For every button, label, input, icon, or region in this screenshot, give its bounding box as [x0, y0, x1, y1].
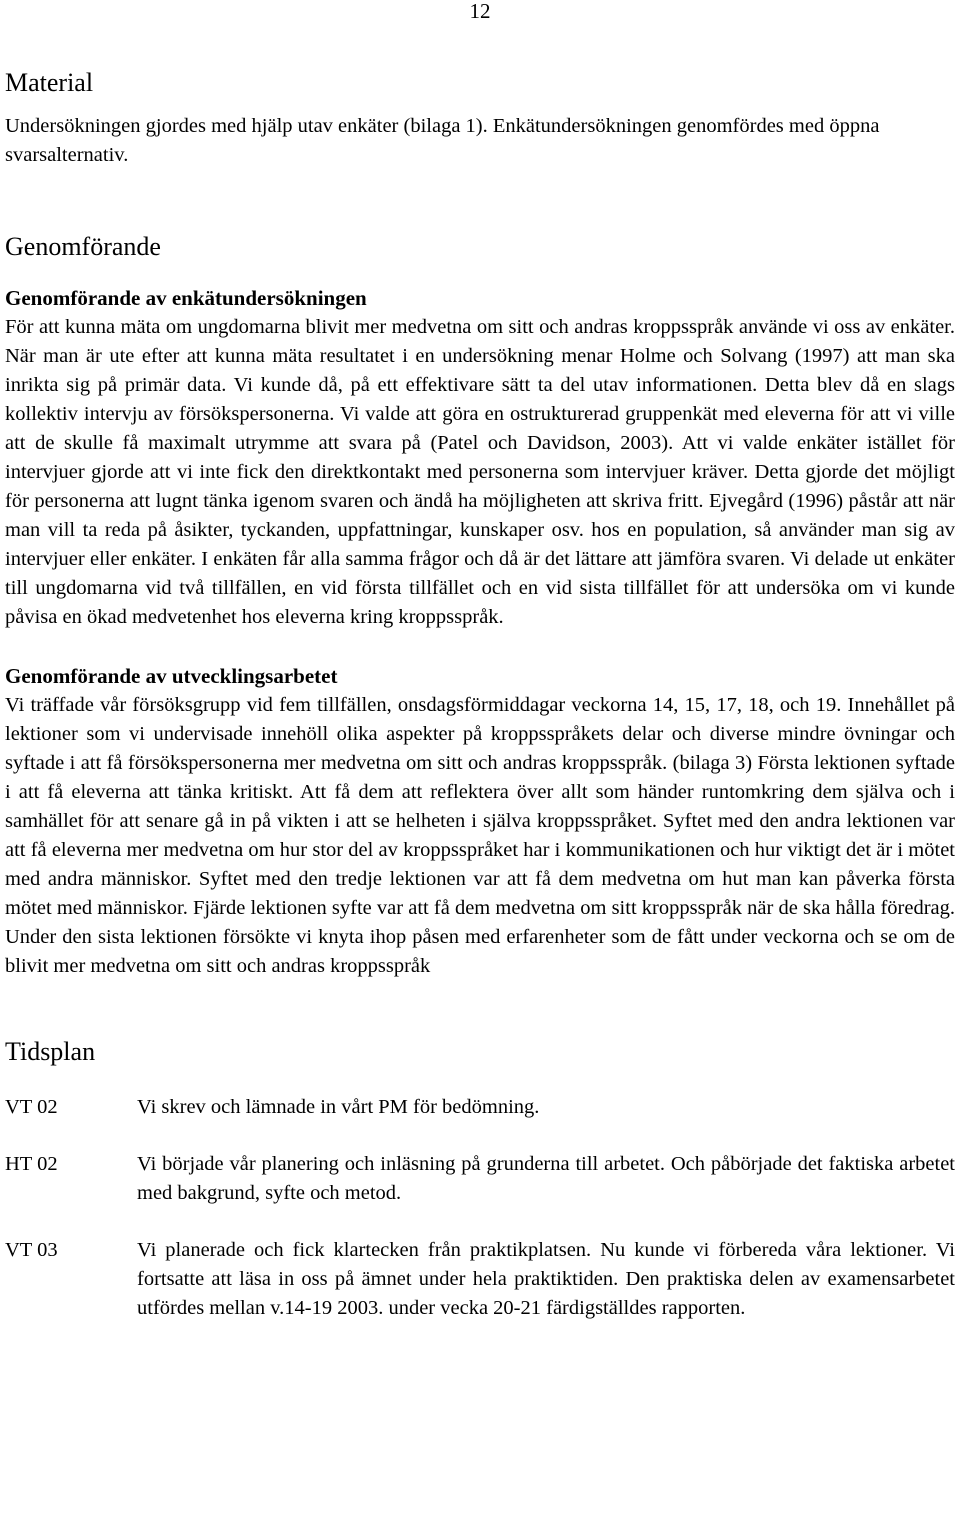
page-number: 12 [469, 0, 491, 23]
section-tidsplan [5, 1035, 955, 1323]
genomforande-heading: Genomförande [5, 232, 161, 261]
material-paragraph: Undersökningen gjordes med hjälp utav enkäter (bilaga 1). Enkätundersökningen genomfördes med öppna svarsalternativ. [5, 115, 880, 166]
enkat-paragraph: För att kunna mäta om ungdomarna blivit mer medvetna om sitt och andras kroppsspråk använde vi oss av enkäter. När man är ute efter att kunna mäta resultatet i en undersökning menar Holme och Solvang (1997) att man ska inrikta sig på primär data. Vi kunde då, på ett effektivare sätt ta del utav informationen. Detta blev då en slags kollektiv intervju av försökspersonerna. Vi valde att göra en ostrukturerad gruppenkät med eleverna för att vi ville att de skulle få maximalt utrymme att svara på (Patel och Davidson, 2003). Att vi valde enkäter istället för intervjuer gjorde att vi inte fick den direktkontakt med personerna som intervjuer kräver. Detta gjorde det möjligt för personerna att lugnt tänka igenom svaren och ändå ha möjligheten att skriva fritt. Ejvegård (1996) påstår att när man vill ta reda på åsikter, tyckanden, uppfattningar, kunskaper osv. hos en population, så använder man sig av intervjuer eller enkäter. I enkäten får alla samma frågor och då är det lättare att jämföra svaren. Vi delade ut enkäter till ungdomarna vid två tillfällen, en vid första tillfället och en vid sista tillfället för att undersöka om vi kunde påvisa en ökad medvetenhet hos eleverna kring kroppsspråk. [5, 316, 955, 628]
section-genomforande [5, 230, 955, 981]
schedule-description: Vi började vår planering och inläsning på grunderna till arbetet. Och påbörjade det faktiska arbetet med bakgrund, syfte och metod. [137, 1153, 955, 1204]
material-heading: Material [5, 68, 94, 97]
schedule-term: HT 02 [5, 1153, 58, 1175]
schedule-list [5, 1093, 955, 1323]
schedule-description: Vi skrev och lämnade in vårt PM för bedömning. [137, 1096, 540, 1118]
enkat-subheading: Genomförande av enkätundersökningen [5, 286, 367, 310]
schedule-entry [5, 1150, 955, 1208]
schedule-term: VT 02 [5, 1096, 58, 1118]
schedule-entry [5, 1093, 955, 1122]
schedule-description: Vi planerade och fick klartecken från praktikplatsen. Nu kunde vi förbereda våra lektioner. Vi fortsatte att läsa in oss på ämnet under hela praktiktiden. Den praktiska delen av examensarbetet utfördes mellan v.14-19 2003. under vecka 20-21 färdigställdes rapporten. [137, 1239, 955, 1319]
utveckling-subheading: Genomförande av utvecklingsarbetet [5, 664, 338, 688]
tidsplan-heading: Tidsplan [5, 1037, 96, 1066]
utveckling-paragraph: Vi träffade vår försöksgrupp vid fem tillfällen, onsdagsförmiddagar veckorna 14, 15, 17, 18, och 19. Innehållet på lektioner som vi undervisade innehöll olika aspekter på kroppsspråkets delar och diverse mindre övningar och syftade i att få försökspersonerna mer medvetna om sitt och andras kroppsspråk. (bilaga 3) Första lektionen syftade i att få eleverna att tänka kritiskt. Att få dem att reflektera över allt som händer runtomkring dem själva och i samhället för att senare gå in på vikten i att se helheten i själva kroppsspråket. Syftet med den andra lektionen var att få eleverna mer medvetna om hur stor del av kroppsspråket har i kommunikationen och hur viktigt det är i mötet med andra människor. Syftet med den tredje lektionen var att få dem medvetna om hut man kan påverka första mötet med människor. Fjärde lektionen syfte var att få dem medvetna om sitt kroppsspråk när de ska hålla föredrag. Under den sista lektionen försökte vi knyta ihop påsen med erfarenheter som de fått under veckorna och se om de blivit mer medvetna om sitt och andras kroppsspråk [5, 694, 955, 977]
schedule-entry [5, 1236, 955, 1323]
schedule-term: VT 03 [5, 1239, 58, 1261]
page-content [5, 66, 955, 1323]
section-material [5, 66, 955, 170]
